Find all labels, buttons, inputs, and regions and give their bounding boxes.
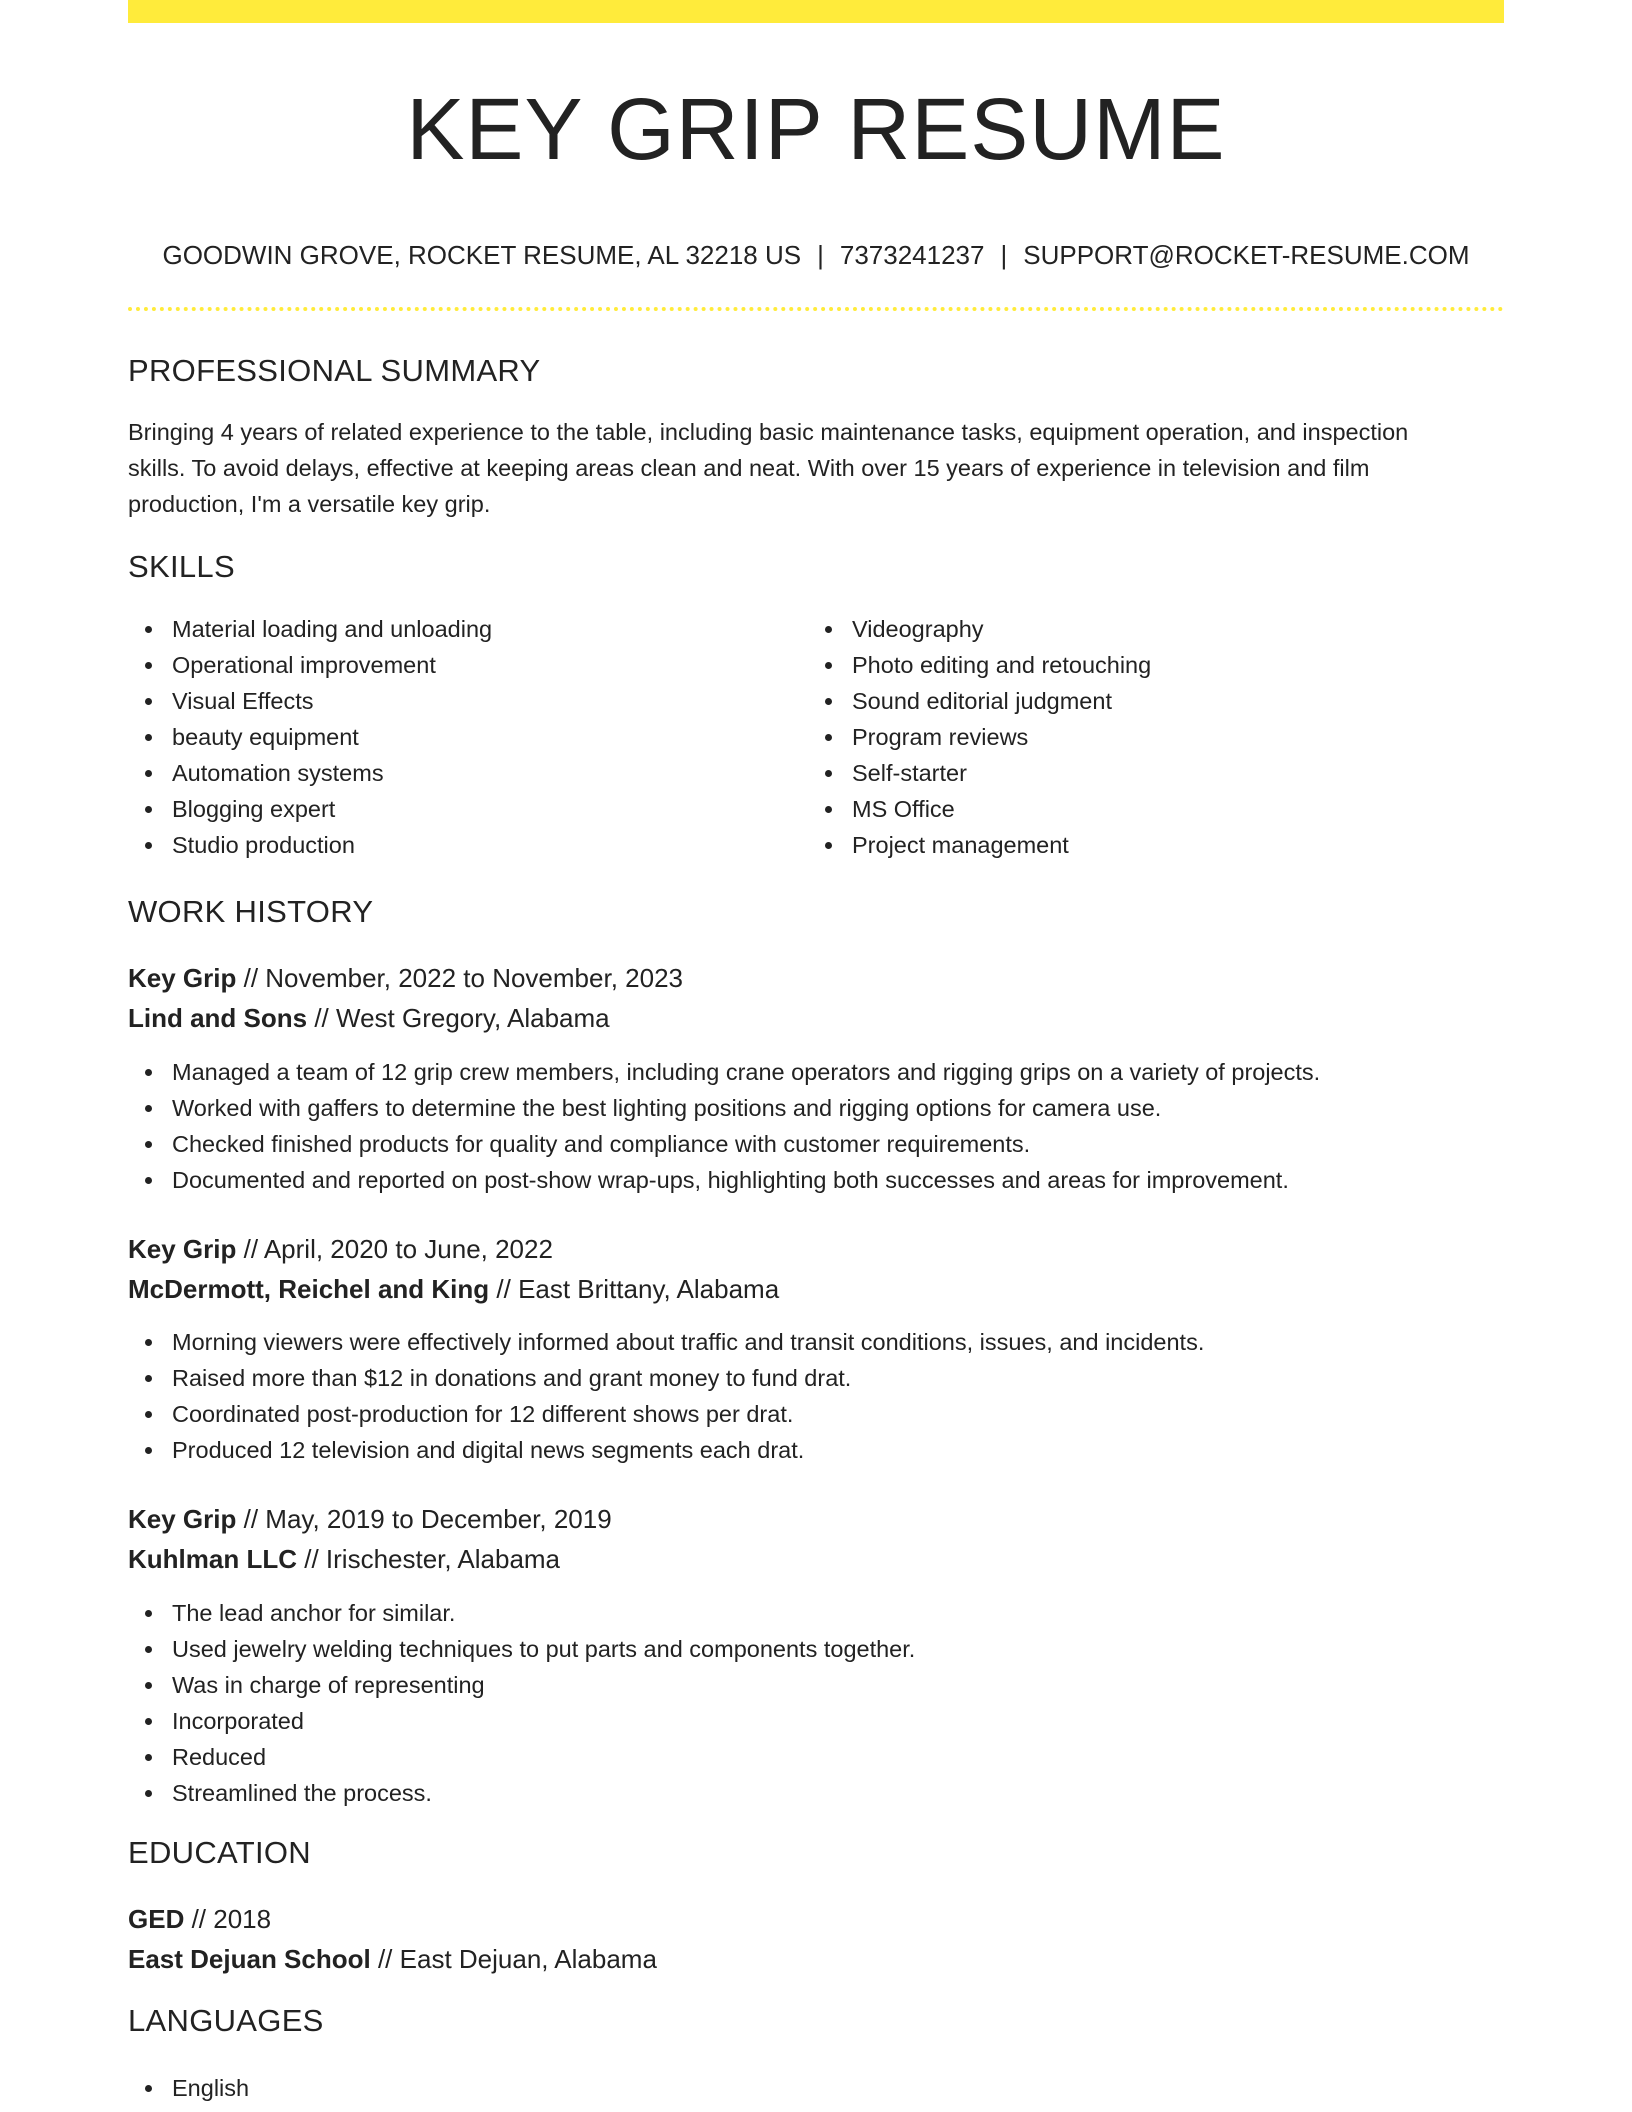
contact-phone: 7373241237 xyxy=(839,240,985,270)
skill-item: Program reviews xyxy=(808,719,1498,755)
job-bullet: Was in charge of representing xyxy=(128,1667,1504,1703)
skill-item: Project management xyxy=(808,827,1498,863)
job-bullets xyxy=(128,1054,1504,1198)
job-bullet: Raised more than $12 in donations and grant money to fund drat. xyxy=(128,1360,1504,1396)
summary-heading: PROFESSIONAL SUMMARY xyxy=(128,353,541,388)
job-separator: // xyxy=(236,963,266,993)
skills-right-list xyxy=(808,611,1498,863)
job-dates: May, 2019 to December, 2019 xyxy=(265,1504,612,1534)
education-year: 2018 xyxy=(213,1904,272,1934)
contact-separator: | xyxy=(1000,240,1008,270)
skills-left-column xyxy=(128,611,808,863)
job-bullet: The lead anchor for similar. xyxy=(128,1595,1504,1631)
skill-item: MS Office xyxy=(808,791,1498,827)
job-dates: November, 2022 to November, 2023 xyxy=(265,963,683,993)
job-company: Lind and Sons xyxy=(128,1003,308,1033)
skill-item: beauty equipment xyxy=(128,719,808,755)
job-bullet: Managed a team of 12 grip crew members, including crane operators and rigging grips on a variety of projects. xyxy=(128,1054,1504,1090)
job-dates: April, 2020 to June, 2022 xyxy=(263,1234,553,1264)
skills-heading: SKILLS xyxy=(128,549,235,584)
job-separator: // xyxy=(297,1544,326,1574)
job-bullet: Coordinated post-production for 12 different shows per drat. xyxy=(128,1396,1504,1432)
job-bullet: Checked finished products for quality and compliance with customer requirements. xyxy=(128,1126,1504,1162)
resume-title: KEY GRIP RESUME xyxy=(406,81,1226,178)
job-title-line xyxy=(128,960,683,996)
job-company: Kuhlman LLC xyxy=(128,1544,297,1574)
job-company-line xyxy=(128,1541,560,1577)
education-school: East Dejuan School xyxy=(128,1944,371,1974)
contact-email: SUPPORT@ROCKET-RESUME.COM xyxy=(1023,240,1470,270)
education-degree-line xyxy=(128,1901,271,1937)
summary-line: skills. To avoid delays, effective at keeping areas clean and neat. With over 15 years of experience in television and film xyxy=(128,455,1370,481)
summary-text xyxy=(128,414,1504,522)
job-bullet: Worked with gaffers to determine the best lighting positions and rigging options for camera use. xyxy=(128,1090,1504,1126)
skill-item: Self-starter xyxy=(808,755,1498,791)
language-item: English xyxy=(128,2070,1504,2106)
contact-separator: | xyxy=(817,240,824,270)
skills-left-list xyxy=(128,611,808,863)
skill-item: Material loading and unloading xyxy=(128,611,808,647)
contact-line xyxy=(128,238,1504,272)
job-separator: // xyxy=(307,1003,337,1033)
job-bullet: Streamlined the process. xyxy=(128,1775,1504,1811)
job-bullet: Documented and reported on post-show wrap-ups, highlighting both successes and areas for improvement. xyxy=(128,1162,1504,1198)
job-separator: // xyxy=(236,1234,264,1264)
job-title: Key Grip xyxy=(128,963,237,993)
skill-item: Studio production xyxy=(128,827,808,863)
job-location: West Gregory, Alabama xyxy=(336,1003,610,1033)
job-title-line xyxy=(128,1231,553,1267)
contact-address: GOODWIN GROVE, ROCKET RESUME, AL 32218 US xyxy=(162,240,802,270)
job-location: East Brittany, Alabama xyxy=(518,1274,780,1304)
job-title: Key Grip xyxy=(128,1504,237,1534)
job-separator: // xyxy=(489,1274,519,1304)
skill-item: Automation systems xyxy=(128,755,808,791)
job-company: McDermott, Reichel and King xyxy=(128,1274,490,1304)
languages-list xyxy=(128,2070,1504,2106)
job-bullet: Used jewelry welding techniques to put parts and components together. xyxy=(128,1631,1504,1667)
job-title-line xyxy=(128,1501,612,1537)
skill-item: Visual Effects xyxy=(128,683,808,719)
skill-item: Videography xyxy=(808,611,1498,647)
education-separator: // xyxy=(370,1944,400,1974)
job-title: Key Grip xyxy=(128,1234,237,1264)
job-separator: // xyxy=(236,1504,266,1534)
work-history-heading: WORK HISTORY xyxy=(128,894,374,929)
job-location: Irischester, Alabama xyxy=(325,1544,561,1574)
skill-item: Operational improvement xyxy=(128,647,808,683)
education-school-line xyxy=(128,1941,657,1977)
skill-item: Blogging expert xyxy=(128,791,808,827)
job-company-line xyxy=(128,1271,779,1307)
summary-line: production, I'm a versatile key grip. xyxy=(128,491,491,517)
job-bullets xyxy=(128,1324,1504,1468)
job-bullet: Incorporated xyxy=(128,1703,1504,1739)
education-heading: EDUCATION xyxy=(128,1835,311,1870)
education-separator: // xyxy=(184,1904,214,1934)
languages-heading: LANGUAGES xyxy=(128,2003,324,2038)
job-bullets xyxy=(128,1595,1504,1811)
education-location: East Dejuan, Alabama xyxy=(399,1944,657,1974)
summary-line: Bringing 4 years of related experience to the table, including basic maintenance tasks, equipment operation, and inspection xyxy=(128,419,1409,445)
job-company-line xyxy=(128,1000,610,1036)
job-bullet: Reduced xyxy=(128,1739,1504,1775)
top-accent-bar xyxy=(128,0,1504,23)
header-divider xyxy=(128,307,1504,311)
skill-item: Photo editing and retouching xyxy=(808,647,1498,683)
skill-item: Sound editorial judgment xyxy=(808,683,1498,719)
skills-right-column xyxy=(808,611,1498,863)
education-degree: GED xyxy=(128,1904,185,1934)
job-bullet: Morning viewers were effectively informed about traffic and transit conditions, issues, and incidents. xyxy=(128,1324,1504,1360)
job-bullet: Produced 12 television and digital news segments each drat. xyxy=(128,1432,1504,1468)
